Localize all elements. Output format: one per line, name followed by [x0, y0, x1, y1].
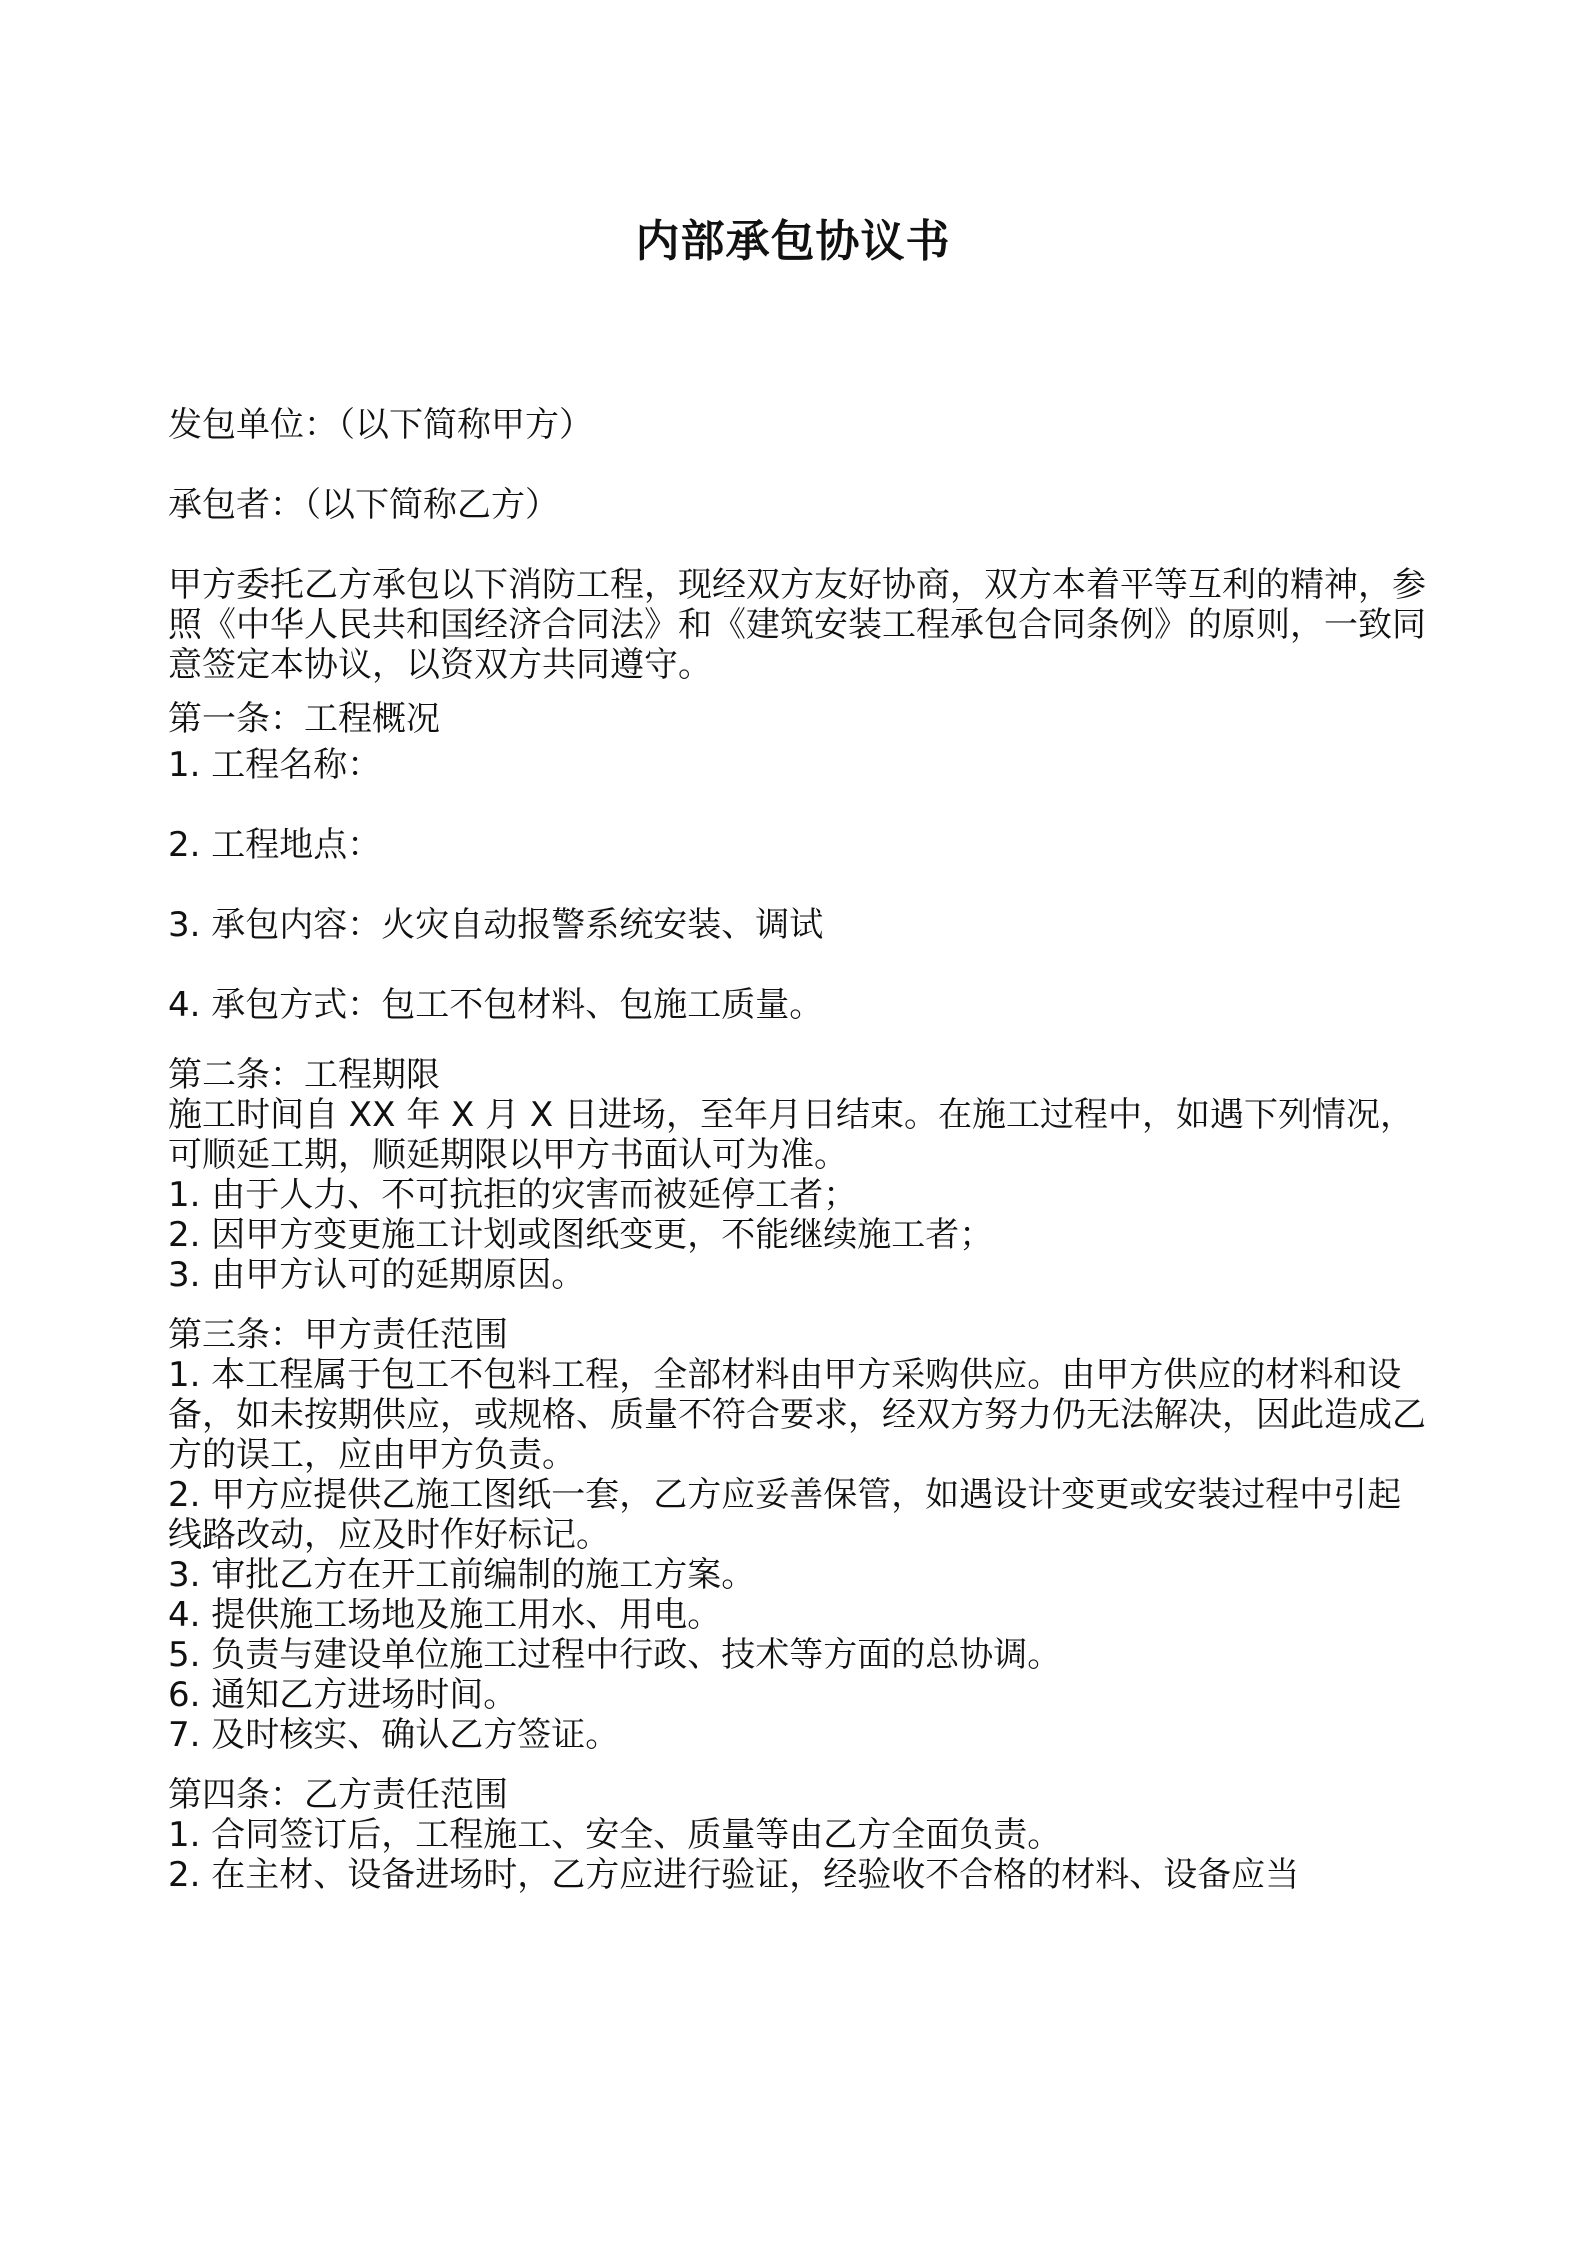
- party-b-line: 承包者：（以下简称乙方）: [168, 485, 559, 525]
- intro-paragraph: 甲方委托乙方承包以下消防工程，现经双方友好协商，双方本着平等互利的精神，参照《中华人民共和国经济合同法》和《建筑安装工程承包合同条例》的原则，一致同意签定本协议，以资双方共同遵守。: [168, 565, 1426, 685]
- section-1-list: [168, 745, 1430, 1025]
- list-item: 2. 工程地点：: [168, 825, 382, 865]
- list-item: 5. 负责与建设单位施工过程中行政、技术等方面的总协调。: [168, 1635, 1062, 1675]
- list-item: 1. 工程名称：: [168, 745, 382, 785]
- list-item: 2. 因甲方变更施工计划或图纸变更，不能继续施工者；: [168, 1215, 994, 1255]
- section-1-heading: 第一条：工程概况: [168, 699, 440, 739]
- list-item: 4. 承包方式：包工不包材料、包施工质量。: [168, 985, 824, 1025]
- list-item: 3. 审批乙方在开工前编制的施工方案。: [168, 1555, 756, 1595]
- section-2-list: [168, 1175, 1430, 1295]
- list-item: 3. 承包内容：火灾自动报警系统安装、调试: [168, 905, 824, 945]
- section-2-body: 施工时间自 XX 年 X 月 X 日进场，至年月日结束。在施工过程中，如遇下列情况，可顺延工期，顺延期限以甲方书面认可为准。: [168, 1095, 1415, 1175]
- document-body: [168, 405, 1430, 1895]
- section-4-list: [168, 1815, 1430, 1895]
- section-4-heading: 第四条：乙方责任范围: [168, 1775, 508, 1815]
- section-3-list: [168, 1355, 1430, 1755]
- list-item: 7. 及时核实、确认乙方签证。: [168, 1715, 620, 1755]
- list-item: 1. 本工程属于包工不包料工程，全部材料由甲方采购供应。由甲方供应的材料和设备，如未按期供应，或规格、质量不符合要求，经双方努力仍无法解决，因此造成乙方的误工，应由甲方负责。: [168, 1355, 1426, 1475]
- party-a-line: 发包单位：（以下简称甲方）: [168, 405, 593, 445]
- list-item: 1. 合同签订后，工程施工、安全、质量等由乙方全面负责。: [168, 1815, 1062, 1855]
- list-item: 4. 提供施工场地及施工用水、用电。: [168, 1595, 722, 1635]
- list-item: 3. 由甲方认可的延期原因。: [168, 1255, 586, 1295]
- list-item: 2. 在主材、设备进场时，乙方应进行验证，经验收不合格的材料、设备应当: [168, 1855, 1300, 1895]
- list-item: 6. 通知乙方进场时间。: [168, 1675, 518, 1715]
- list-item: 2. 甲方应提供乙施工图纸一套，乙方应妥善保管，如遇设计变更或安装过程中引起线路改动，应及时作好标记。: [168, 1475, 1402, 1555]
- section-3-heading: 第三条：甲方责任范围: [168, 1315, 508, 1355]
- list-item: 1. 由于人力、不可抗拒的灾害而被延停工者；: [168, 1175, 858, 1215]
- section-2-heading: 第二条：工程期限: [168, 1055, 440, 1095]
- document-title: 内部承包协议书: [635, 216, 951, 267]
